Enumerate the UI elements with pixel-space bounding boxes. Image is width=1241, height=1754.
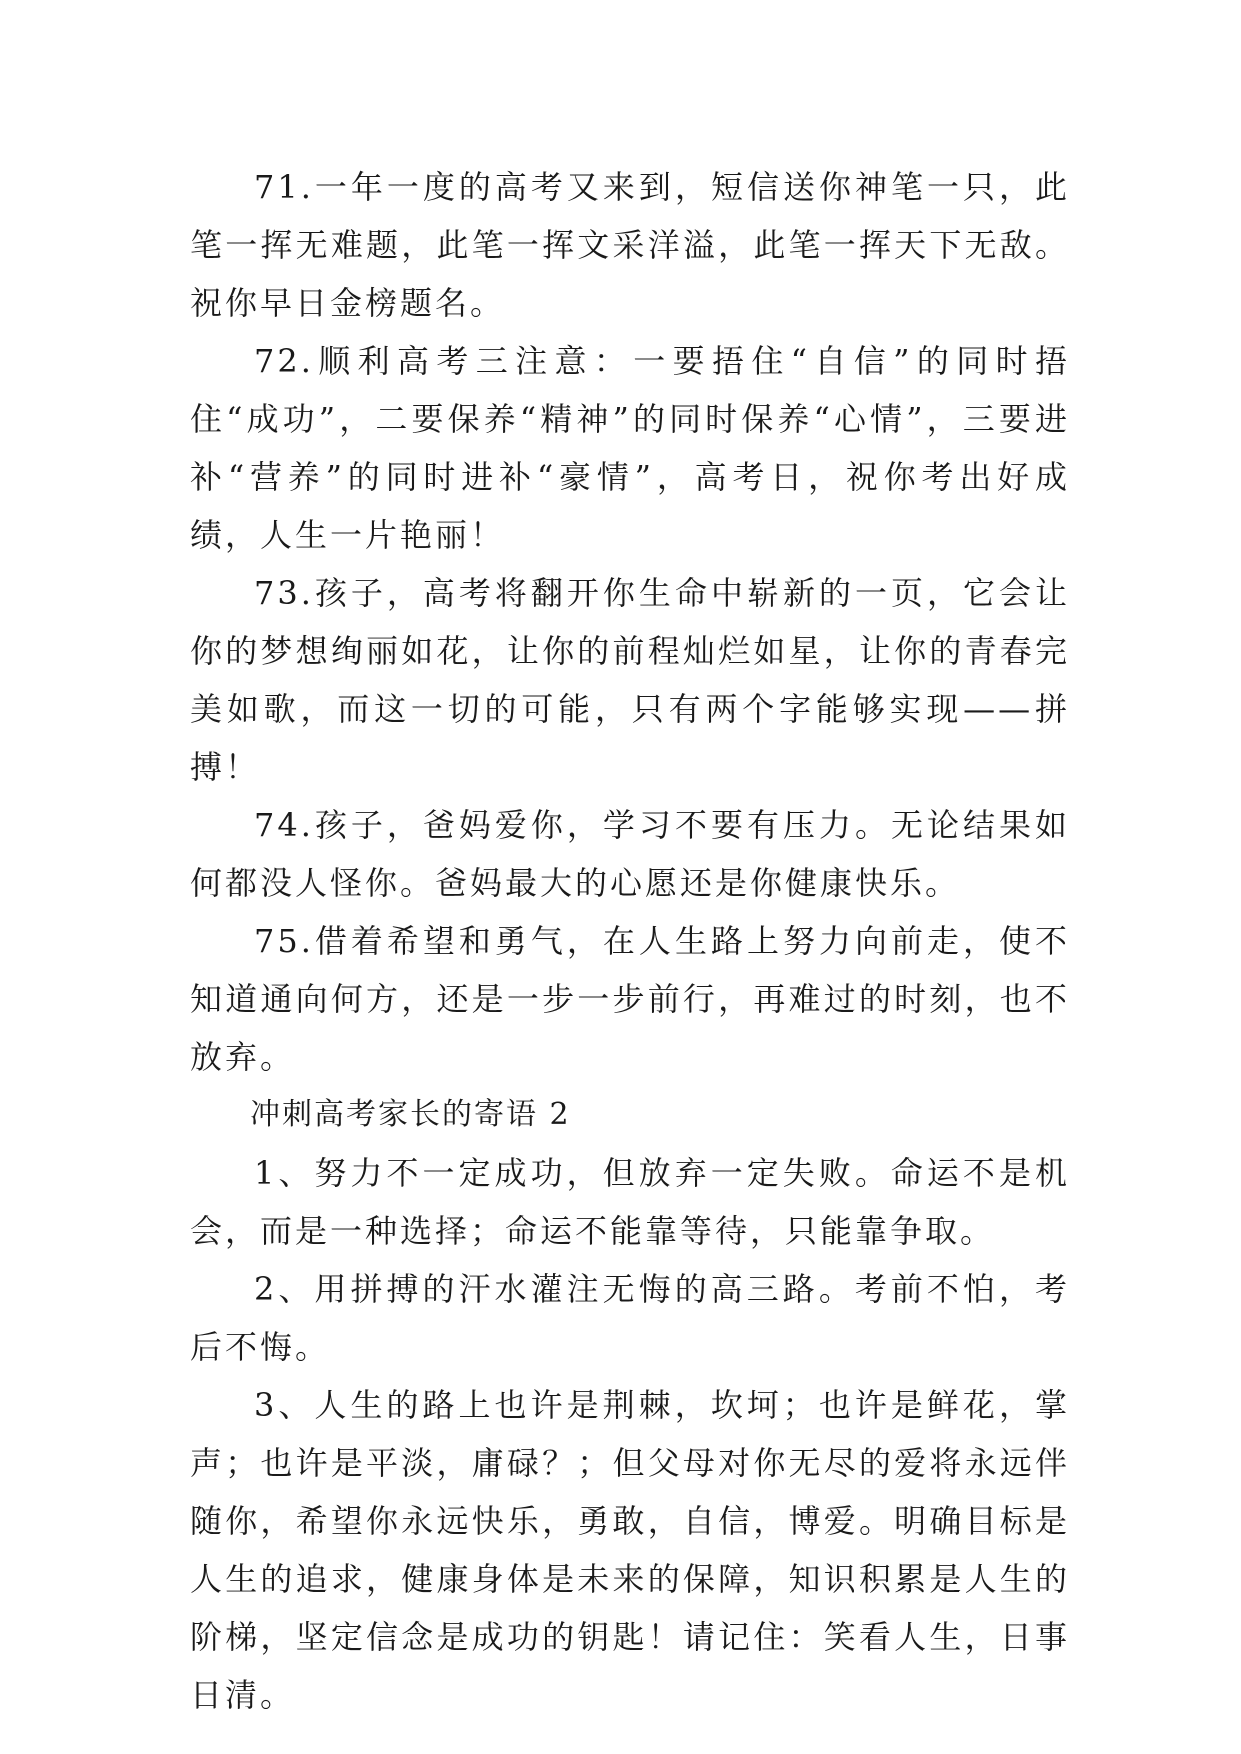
paragraph-73: 73.孩子，高考将翻开你生命中崭新的一页，它会让你的梦想绚丽如花，让你的前程灿烂如星，让你的青春完美如歌，而这一切的可能，只有两个字能够实现——拼搏！ (190, 574, 1070, 786)
paragraph-75: 75.借着希望和勇气，在人生路上努力向前走，使不知道通向何方，还是一步一步前行，再难过的时刻，也不放弃。 (190, 922, 1070, 1076)
paragraph-71: 71.一年一度的高考又来到，短信送你神笔一只，此笔一挥无难题，此笔一挥文采洋溢，此笔一挥天下无敌。祝你早日金榜题名。 (190, 168, 1070, 322)
paragraph-1: 1、努力不一定成功，但放弃一定失败。命运不是机会，而是一种选择；命运不能靠等待，只能靠争取。 (190, 1154, 1070, 1250)
paragraph-2: 2、用拼搏的汗水灌注无悔的高三路。考前不怕，考后不悔。 (190, 1270, 1070, 1366)
section-heading: 冲刺高考家长的寄语 2 (250, 1097, 571, 1132)
paragraph-3: 3、人生的路上也许是荆棘，坎坷；也许是鲜花，掌声；也许是平淡，庸碌？；但父母对你无尽的爱将永远伴随你，希望你永远快乐，勇敢，自信，博爱。明确目标是人生的追求，健康身体是未来的保障，知识积累是人生的阶梯，坚定信念是成功的钥匙！请记住：笑看人生，日事日清。 (190, 1386, 1070, 1714)
paragraph-74: 74.孩子，爸妈爱你，学习不要有压力。无论结果如何都没人怪你。爸妈最大的心愿还是你健康快乐。 (190, 806, 1070, 902)
paragraph-72: 72.顺利高考三注意：一要捂住“自信”的同时捂住“成功”，二要保养“精神”的同时保养“心情”，三要进补“营养”的同时进补“豪情”，高考日，祝你考出好成绩，人生一片艳丽！ (190, 342, 1070, 554)
document-page (190, 158, 1070, 1724)
